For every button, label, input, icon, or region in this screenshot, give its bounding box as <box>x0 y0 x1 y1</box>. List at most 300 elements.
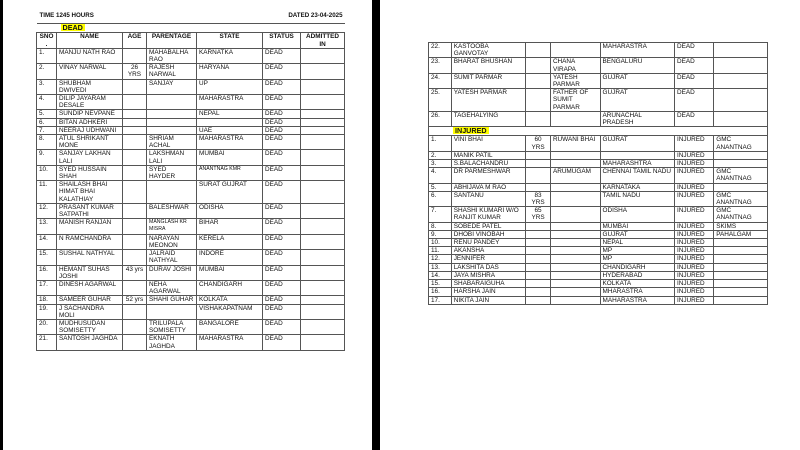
cell-name: SUSHAL NATHYAL <box>57 250 123 265</box>
cell-admitted <box>301 95 345 110</box>
cell-status: DEAD <box>263 234 301 249</box>
cell-age <box>526 58 551 73</box>
cell-state: BANGALORE <box>197 319 263 334</box>
table-row <box>37 64 345 79</box>
table-row <box>37 296 345 304</box>
cell-admitted <box>714 288 768 296</box>
cell-age <box>526 111 551 126</box>
cell-admitted <box>301 319 345 334</box>
cell-sno: 23. <box>429 58 452 73</box>
cell-sno: 8. <box>429 222 452 230</box>
table-row <box>429 43 768 58</box>
table-row <box>37 335 345 350</box>
cell-parentage <box>550 247 600 255</box>
cell-age <box>123 304 147 319</box>
cell-status: DEAD <box>263 118 301 126</box>
cell-admitted <box>301 150 345 165</box>
cell-admitted <box>301 335 345 350</box>
cell-sno: 11. <box>37 181 57 204</box>
cell-parentage: BALESHWAR <box>147 203 197 218</box>
table-row <box>37 79 345 94</box>
cell-parentage: SYED HAYDER <box>147 165 197 180</box>
cell-age <box>123 135 147 150</box>
cell-status: DEAD <box>263 165 301 180</box>
cell-state: CHANDIGARH <box>197 280 263 295</box>
cell-parentage <box>550 280 600 288</box>
cell-age <box>526 222 551 230</box>
cell-name: MUDHUSUDAN SOMISETTY <box>57 319 123 334</box>
cell-name: NIKITA JAIN <box>451 296 525 304</box>
cell-status: INJURED <box>674 296 713 304</box>
cell-age: 65 YRS <box>526 207 551 222</box>
cell-admitted <box>301 181 345 204</box>
cell-sno: 5. <box>37 110 57 118</box>
cell-admitted: GMC ANANTNAG <box>714 191 768 206</box>
cell-age <box>526 247 551 255</box>
table-row <box>37 219 345 234</box>
cell-age <box>123 335 147 350</box>
cell-parentage: MANGLASH KR MISRA <box>147 219 197 234</box>
cell-name: DR PARMESHWAR <box>451 168 525 183</box>
cell-parentage <box>550 160 600 168</box>
cell-age: 60 YRS <box>526 136 551 151</box>
cell-state: GUJRAT <box>600 89 674 112</box>
cell-name: RENU PANDEY <box>451 239 525 247</box>
cell-name: AKANSHA <box>451 247 525 255</box>
cell-name: JAYA MISHRA <box>451 271 525 279</box>
cell-admitted: GMC ANANTNAG <box>714 136 768 151</box>
cell-status: DEAD <box>263 110 301 118</box>
cell-status: DEAD <box>263 335 301 350</box>
cell-status: DEAD <box>263 296 301 304</box>
cell-admitted: GMC ANANTNAG <box>714 207 768 222</box>
table-row <box>37 265 345 280</box>
cell-age <box>123 250 147 265</box>
section-dead-label: DEAD <box>62 23 83 33</box>
cell-state: MAHARASTRA <box>600 43 674 58</box>
cell-admitted <box>714 280 768 288</box>
cell-status: DEAD <box>263 95 301 110</box>
cell-admitted <box>301 118 345 126</box>
cell-name: PRASANT KUMAR SATPATHI <box>57 203 123 218</box>
cell-name: BITAN ADHKERI <box>57 118 123 126</box>
cell-sno: 16. <box>37 265 57 280</box>
cell-state: BENGALURU <box>600 58 674 73</box>
cell-state: MAHARASTRA <box>197 335 263 350</box>
dead-table-left <box>36 10 345 351</box>
cell-admitted <box>301 280 345 295</box>
cell-age <box>526 151 551 159</box>
cell-sno: 3. <box>429 160 452 168</box>
cell-state: MUMBAI <box>197 150 263 165</box>
cell-status: INJURED <box>674 151 713 159</box>
cell-sno: 10. <box>429 239 452 247</box>
cell-sno: 26. <box>429 111 452 126</box>
cell-state: MUMBAI <box>197 265 263 280</box>
cell-parentage: DURAV JOSHI <box>147 265 197 280</box>
cell-admitted <box>714 263 768 271</box>
cell-state: GUJRAT <box>600 73 674 88</box>
cell-sno: 9. <box>37 150 57 165</box>
cell-admitted <box>301 135 345 150</box>
cell-sno: 12. <box>429 255 452 263</box>
cell-admitted <box>714 58 768 73</box>
cell-parentage: JALRAID NATHYAL <box>147 250 197 265</box>
cell-state: TAMIL NADU <box>600 191 674 206</box>
cell-parentage: SHAHI GUHAR <box>147 296 197 304</box>
cell-name: SANJAY LAKHAN LALI <box>57 150 123 165</box>
cell-parentage <box>550 222 600 230</box>
cell-name: SANTANU <box>451 191 525 206</box>
cell-status: DEAD <box>263 319 301 334</box>
cell-admitted: GMC ANANTNAG <box>714 168 768 183</box>
cell-parentage: SHRIAM ACHAL <box>147 135 197 150</box>
cell-age <box>123 319 147 334</box>
table-row <box>37 181 345 204</box>
cell-name: VINI BHAI <box>451 136 525 151</box>
time-label: TIME 1245 HOURS <box>39 12 94 19</box>
cell-sno: 7. <box>429 207 452 222</box>
cell-parentage <box>147 118 197 126</box>
cell-sno: 14. <box>429 271 452 279</box>
cell-age <box>526 43 551 58</box>
cell-sno: 18. <box>37 296 57 304</box>
table-row <box>429 247 768 255</box>
cell-state: MAHARASTRA <box>197 135 263 150</box>
cell-age <box>526 239 551 247</box>
col-parentage: PARENTAGE <box>147 33 197 48</box>
cell-status: INJURED <box>674 271 713 279</box>
cell-status: INJURED <box>674 191 713 206</box>
cell-parentage <box>147 110 197 118</box>
cell-age: 43 yrs <box>123 265 147 280</box>
cell-sno: 22. <box>429 43 452 58</box>
cell-admitted: PAHALGAM <box>714 230 768 238</box>
cell-state: MAHARASTRA <box>600 296 674 304</box>
cell-status: INJURED <box>674 160 713 168</box>
cell-name: DILIP JAYARAM DESALE <box>57 95 123 110</box>
cell-sno: 4. <box>37 95 57 110</box>
cell-sno: 13. <box>429 263 452 271</box>
cell-status: DEAD <box>674 73 713 88</box>
table-row <box>429 222 768 230</box>
cell-state: ANANTNAG KMR <box>197 165 263 180</box>
cell-age <box>526 263 551 271</box>
cell-sno: 11. <box>429 247 452 255</box>
cell-status: INJURED <box>674 239 713 247</box>
cell-state: MP <box>600 247 674 255</box>
table-row <box>37 165 345 180</box>
cell-age <box>123 165 147 180</box>
cell-status: DEAD <box>263 181 301 204</box>
table-row <box>429 255 768 263</box>
cell-status: INJURED <box>674 247 713 255</box>
cell-status: INJURED <box>674 136 713 151</box>
cell-status: INJURED <box>674 168 713 183</box>
cell-state: GUJRAT <box>600 136 674 151</box>
cell-name: NEERAJ UDHWANI <box>57 126 123 134</box>
table-row <box>429 263 768 271</box>
cell-status: DEAD <box>263 48 301 63</box>
cell-sno: 10. <box>37 165 57 180</box>
cell-name: ABHIJAVA M RAO <box>451 183 525 191</box>
cell-age <box>526 255 551 263</box>
table-row <box>37 48 345 63</box>
cell-admitted <box>714 296 768 304</box>
cell-sno: 6. <box>429 191 452 206</box>
table-row <box>429 160 768 168</box>
cell-state: INDORE <box>197 250 263 265</box>
cell-admitted <box>714 160 768 168</box>
cell-state: ARUNACHAL PRADESH <box>600 111 674 126</box>
cell-state: SURAT GUJRAT <box>197 181 263 204</box>
cell-sno: 13. <box>37 219 57 234</box>
table-row <box>37 150 345 165</box>
cell-admitted <box>714 89 768 112</box>
cell-age: 26 YRS <box>123 64 147 79</box>
cell-parentage: RAJESH NARWAL <box>147 64 197 79</box>
column-header-row <box>37 33 345 48</box>
cell-state: NEPAL <box>600 239 674 247</box>
cell-age <box>123 48 147 63</box>
cell-state: CHENNAI TAMIL NADU <box>600 168 674 183</box>
col-name: NAME <box>57 33 123 48</box>
cell-admitted <box>714 239 768 247</box>
table-row <box>429 230 768 238</box>
cell-name: LAKSHITA DAS <box>451 263 525 271</box>
cell-state: MAHARASTRA <box>197 95 263 110</box>
cell-parentage <box>550 239 600 247</box>
cell-parentage <box>550 296 600 304</box>
cell-age <box>123 280 147 295</box>
cell-age <box>526 288 551 296</box>
cell-parentage <box>147 304 197 319</box>
cell-status: INJURED <box>674 263 713 271</box>
col-status: STATUS <box>263 33 301 48</box>
cell-state: HYDERABAD <box>600 271 674 279</box>
cell-name: SOBEDE PATEL <box>451 222 525 230</box>
cell-name: TAGEHALYING <box>451 111 525 126</box>
table-row <box>429 136 768 151</box>
cell-sno: 6. <box>37 118 57 126</box>
cell-age <box>123 110 147 118</box>
cell-state: BIHAR <box>197 219 263 234</box>
cell-parentage <box>550 263 600 271</box>
date-label: DATED 23-04-2025 <box>288 12 343 19</box>
cell-parentage: LAKSHMAN LALI <box>147 150 197 165</box>
col-sno: SNO. <box>37 33 57 48</box>
cell-age <box>123 219 147 234</box>
cell-name: KASTOOBA GANVOTAY <box>451 43 525 58</box>
cell-sno: 5. <box>429 183 452 191</box>
left-edge-bar <box>0 0 3 450</box>
cell-name: N RAMCHANDRA <box>57 234 123 249</box>
cell-sno: 3. <box>37 79 57 94</box>
cell-parentage <box>147 126 197 134</box>
table-row <box>429 168 768 183</box>
cell-parentage <box>550 111 600 126</box>
cell-status: INJURED <box>674 288 713 296</box>
cell-state: MUMBAI <box>600 222 674 230</box>
cell-age <box>526 183 551 191</box>
cell-state: MHARASTRA <box>600 288 674 296</box>
cell-admitted <box>301 304 345 319</box>
cell-parentage: YATESH PARMAR <box>550 73 600 88</box>
table-row <box>37 118 345 126</box>
cell-state: HARYANA <box>197 64 263 79</box>
cell-admitted <box>301 203 345 218</box>
cell-parentage: CHANA VIRAPA <box>550 58 600 73</box>
cell-admitted <box>301 219 345 234</box>
table-row <box>429 280 768 288</box>
cell-state: ODISHA <box>600 207 674 222</box>
cell-state: KOLKATA <box>197 296 263 304</box>
cell-sno: 12. <box>37 203 57 218</box>
table-row <box>429 151 768 159</box>
cell-sno: 8. <box>37 135 57 150</box>
cell-admitted <box>301 265 345 280</box>
page-divider <box>372 0 380 450</box>
cell-sno: 2. <box>37 64 57 79</box>
cell-status: INJURED <box>674 280 713 288</box>
cell-age <box>526 89 551 112</box>
cell-age <box>526 230 551 238</box>
cell-status: INJURED <box>674 222 713 230</box>
cell-admitted <box>714 183 768 191</box>
cell-status: DEAD <box>263 304 301 319</box>
cell-name: DINESH AGARWAL <box>57 280 123 295</box>
table-row <box>37 126 345 134</box>
cell-age <box>526 160 551 168</box>
cell-age <box>123 234 147 249</box>
cell-sno: 15. <box>37 250 57 265</box>
cell-status: INJURED <box>674 255 713 263</box>
cell-age <box>123 95 147 110</box>
cell-name: SHABARAIGUHA <box>451 280 525 288</box>
cell-status: DEAD <box>674 58 713 73</box>
cell-name: J SACHANDRA MOLI <box>57 304 123 319</box>
cell-age <box>526 271 551 279</box>
cell-status: DEAD <box>263 135 301 150</box>
cell-name: JENNIFER <box>451 255 525 263</box>
cell-state: MAHARASHTRA <box>600 160 674 168</box>
cell-state: ODISHA <box>197 203 263 218</box>
cell-parentage: TRILUPALA SOMISETTY <box>147 319 197 334</box>
cell-age: 52 yrs <box>123 296 147 304</box>
table-row <box>37 319 345 334</box>
table-row <box>429 296 768 304</box>
cell-sno: 16. <box>429 288 452 296</box>
cell-parentage <box>550 151 600 159</box>
cell-admitted <box>301 79 345 94</box>
table-row <box>37 304 345 319</box>
cell-admitted <box>714 151 768 159</box>
cell-admitted <box>301 234 345 249</box>
table-row <box>429 111 768 126</box>
cell-status: DEAD <box>263 150 301 165</box>
cell-state: KARNATKA <box>197 48 263 63</box>
cell-sno: 24. <box>429 73 452 88</box>
cell-age <box>123 150 147 165</box>
cell-status: DEAD <box>674 43 713 58</box>
cell-sno: 9. <box>429 230 452 238</box>
cell-status: INJURED <box>674 230 713 238</box>
cell-sno: 19. <box>37 304 57 319</box>
dead-injured-table-right <box>428 42 768 305</box>
cell-parentage: MAHABALHA RAO <box>147 48 197 63</box>
cell-name: S.BALACHANDRU <box>451 160 525 168</box>
cell-admitted <box>301 250 345 265</box>
section-injured-label: INJURED <box>455 126 487 136</box>
cell-age <box>123 181 147 204</box>
table-row <box>429 58 768 73</box>
cell-admitted: SKIMS <box>714 222 768 230</box>
cell-admitted <box>301 165 345 180</box>
cell-status: DEAD <box>263 203 301 218</box>
cell-parentage <box>550 230 600 238</box>
left-page <box>36 10 344 351</box>
cell-parentage: FATHER OF SUMIT PARMAR <box>550 89 600 112</box>
cell-admitted <box>714 73 768 88</box>
cell-state: UAE <box>197 126 263 134</box>
cell-age <box>526 168 551 183</box>
cell-sno: 1. <box>37 48 57 63</box>
cell-name: MANISH RANJAN <box>57 219 123 234</box>
cell-admitted <box>714 271 768 279</box>
cell-parentage <box>550 191 600 206</box>
cell-sno: 14. <box>37 234 57 249</box>
table-row <box>429 183 768 191</box>
cell-state <box>197 118 263 126</box>
table-row <box>37 110 345 118</box>
cell-state: KOLKATA <box>600 280 674 288</box>
cell-status: DEAD <box>674 111 713 126</box>
cell-state: GUJRAT <box>600 230 674 238</box>
cell-parentage <box>550 43 600 58</box>
cell-parentage <box>550 255 600 263</box>
cell-parentage: NARAYAN MEONON <box>147 234 197 249</box>
cell-parentage <box>550 183 600 191</box>
cell-status: DEAD <box>263 250 301 265</box>
cell-state: KARNATAKA <box>600 183 674 191</box>
cell-name: MANJU NATH RAO <box>57 48 123 63</box>
cell-name: SYED HUSSAIN SHAH <box>57 165 123 180</box>
table-row <box>37 234 345 249</box>
table-row <box>37 203 345 218</box>
cell-name: SAMEER GUHAR <box>57 296 123 304</box>
cell-status: DEAD <box>263 64 301 79</box>
cell-state: MP <box>600 255 674 263</box>
cell-status: DEAD <box>263 219 301 234</box>
cell-status: INJURED <box>674 183 713 191</box>
table-row <box>429 191 768 206</box>
cell-name: YATESH PARMAR <box>451 89 525 112</box>
cell-name: VINAY NARWAL <box>57 64 123 79</box>
cell-age <box>123 118 147 126</box>
cell-name: SUMIT PARMAR <box>451 73 525 88</box>
col-age: AGE <box>123 33 147 48</box>
cell-sno: 2. <box>429 151 452 159</box>
cell-admitted <box>714 111 768 126</box>
cell-name: ATUL SHRIKANT MONE <box>57 135 123 150</box>
cell-parentage <box>147 95 197 110</box>
cell-admitted <box>714 43 768 58</box>
cell-admitted <box>301 110 345 118</box>
cell-state: NEPAL <box>197 110 263 118</box>
table-row <box>429 288 768 296</box>
cell-status: DEAD <box>263 79 301 94</box>
cell-state: VISHAKAPATNAM <box>197 304 263 319</box>
